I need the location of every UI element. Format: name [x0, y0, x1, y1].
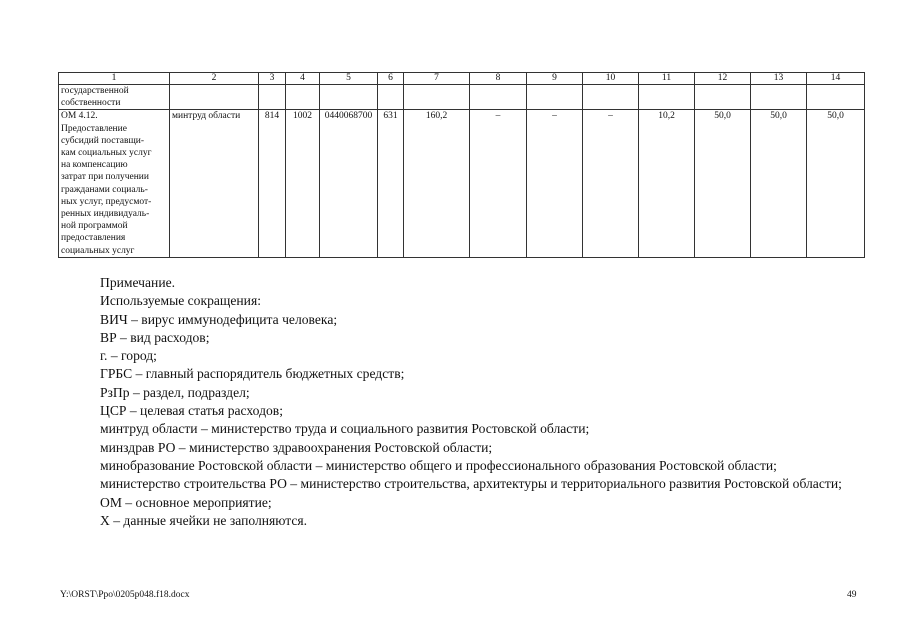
abbreviation-item: министерство строительства РО – министерство строительства, архитектуры и территориального развития Ростовской области; — [100, 476, 842, 492]
cell-vr: 631 — [378, 110, 404, 257]
table-row-continuation — [59, 85, 865, 110]
cell-total: 160,2 — [404, 110, 470, 257]
cell-empty — [639, 85, 695, 110]
abbreviation-item: ВР – вид расходов; — [100, 329, 210, 345]
cell-empty — [527, 85, 583, 110]
header-cell-2: 2 — [170, 73, 259, 85]
notes-title: Примечание. — [100, 275, 176, 290]
header-cell-3: 3 — [259, 73, 286, 85]
cell-empty — [583, 85, 639, 110]
footer-file-path: Y:\ORST\Ppo\0205p048.f18.docx — [60, 590, 190, 600]
cell-executor: минтруд области — [170, 110, 259, 257]
cell-empty — [170, 85, 259, 110]
cell-activity-name: ОМ 4.12. Предоставление субсидий поставщи- кам социальных услуг на компенсацию затрат при получении гражданами социаль- ных услуг, предусмот- ренных индивидуаль- ной программой предоставления социальных услуг — [59, 110, 170, 257]
header-cell-14: 14 — [807, 73, 865, 85]
cell-col-11: 10,2 — [639, 110, 695, 257]
abbreviation-item: минтруд области – министерство труда и социального развития Ростовской области; — [100, 421, 590, 437]
cell-csr: 0440068700 — [320, 110, 378, 257]
abbreviation-item: минздрав РО – министерство здравоохранения Ростовской области; — [100, 439, 493, 455]
cell-empty — [751, 85, 807, 110]
cell-col-13: 50,0 — [751, 110, 807, 257]
cell-empty — [470, 85, 527, 110]
table-header-row — [59, 73, 865, 85]
cell-name: государственной собственности — [59, 85, 170, 110]
cell-col-9: – — [527, 110, 583, 257]
cell-empty — [695, 85, 751, 110]
header-cell-1: 1 — [59, 73, 170, 85]
abbreviation-item: Х – данные ячейки не заполняются. — [100, 512, 308, 528]
header-cell-6: 6 — [378, 73, 404, 85]
header-cell-5: 5 — [320, 73, 378, 85]
notes-subtitle: Используемые сокращения: — [100, 293, 261, 309]
header-cell-4: 4 — [286, 73, 320, 85]
cell-grbs: 814 — [259, 110, 286, 257]
cell-col-14: 50,0 — [807, 110, 865, 257]
notes-section — [60, 274, 860, 530]
header-cell-11: 11 — [639, 73, 695, 85]
cell-empty — [259, 85, 286, 110]
abbreviation-item: минобразование Ростовской области – министерство общего и профессионального образования Ростовской области; — [100, 457, 777, 473]
table-row-om-4-12 — [59, 110, 865, 257]
abbreviation-item: г. – город; — [100, 348, 157, 364]
cell-empty — [378, 85, 404, 110]
cell-col-8: – — [470, 110, 527, 257]
header-cell-8: 8 — [470, 73, 527, 85]
abbreviation-item: ВИЧ – вирус иммунодефицита человека; — [100, 311, 338, 327]
cell-col-10: – — [583, 110, 639, 257]
header-cell-10: 10 — [583, 73, 639, 85]
header-cell-12: 12 — [695, 73, 751, 85]
cell-empty — [404, 85, 470, 110]
cell-empty — [807, 85, 865, 110]
cell-rzpr: 1002 — [286, 110, 320, 257]
abbreviation-item: РзПр – раздел, подраздел; — [100, 384, 250, 400]
cell-col-12: 50,0 — [695, 110, 751, 257]
expenditure-table — [58, 72, 865, 258]
abbreviation-item: ОМ – основное мероприятие; — [100, 494, 272, 510]
cell-empty — [286, 85, 320, 110]
abbreviation-item: ГРБС – главный распорядитель бюджетных средств; — [100, 366, 405, 382]
cell-empty — [320, 85, 378, 110]
header-cell-13: 13 — [751, 73, 807, 85]
header-cell-9: 9 — [527, 73, 583, 85]
page-number: 49 — [847, 590, 857, 600]
header-cell-7: 7 — [404, 73, 470, 85]
abbreviation-item: ЦСР – целевая статья расходов; — [100, 403, 283, 419]
